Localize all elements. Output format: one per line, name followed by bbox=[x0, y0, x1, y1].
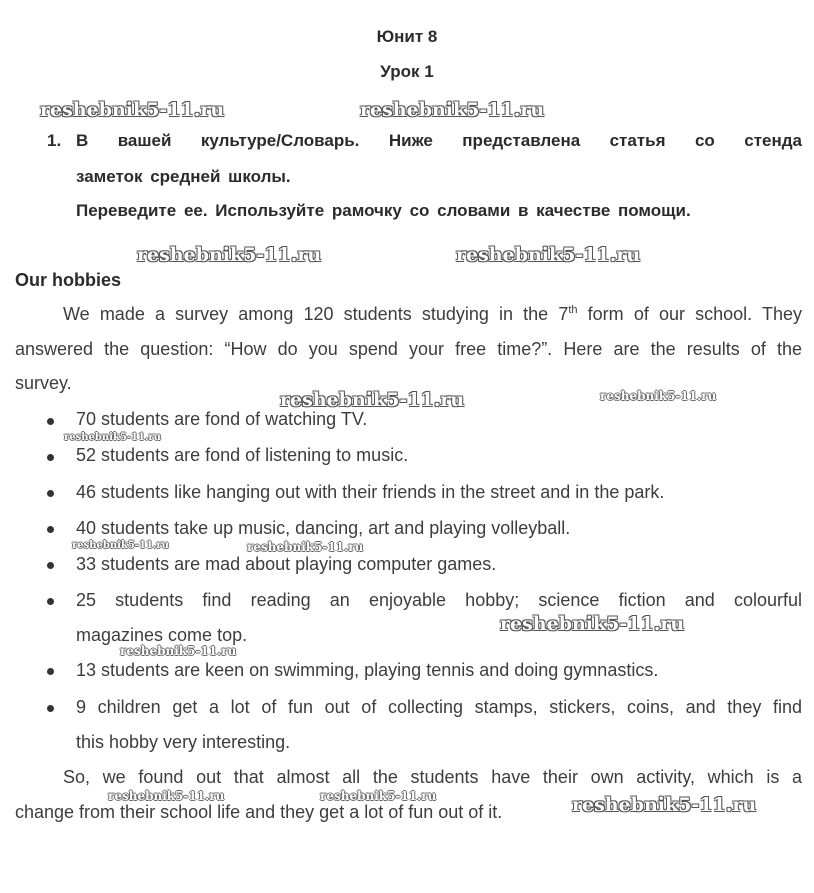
task-number: 1. bbox=[47, 131, 62, 150]
list-item: 25 students find reading an enjoyable hobby; science fiction and colourful bbox=[76, 590, 802, 610]
watermark: reshebnik5-11.ru bbox=[40, 99, 225, 121]
watermark: reshebnik5-11.ru bbox=[72, 540, 169, 551]
list-item: 40 students take up music, dancing, art and playing volleyball. bbox=[76, 518, 571, 538]
watermark: reshebnik5-11.ru bbox=[500, 613, 685, 635]
watermark: reshebnik5-11.ru bbox=[108, 789, 225, 803]
list-item: 52 students are fond of listening to music. bbox=[76, 445, 409, 465]
bullet-dot bbox=[47, 668, 54, 675]
unit-heading: Юнит 8 bbox=[376, 27, 438, 46]
task-line-3: Переведите ее. Используйте рамочку со словами в качестве помощи. bbox=[76, 201, 691, 220]
list-item-continuation: magazines come top. bbox=[76, 625, 248, 645]
intro-line-1: We made a survey among 120 students studying in the 7th form of our school. They bbox=[63, 304, 802, 324]
task-line-2: заметок средней школы. bbox=[76, 167, 291, 186]
bullet-dot bbox=[47, 598, 54, 605]
bullet-dot bbox=[47, 562, 54, 569]
bullet-dot bbox=[47, 526, 54, 533]
bullet-dot bbox=[47, 705, 54, 712]
conclusion-line-1: So, we found out that almost all the students have their own activity, which is a bbox=[63, 767, 802, 787]
watermark: reshebnik5-11.ru bbox=[280, 389, 465, 411]
conclusion-line-2: change from their school life and they get a lot of fun out of it. bbox=[15, 802, 503, 822]
bullet-dot bbox=[47, 490, 54, 497]
list-item: 70 students are fond of watching TV. bbox=[76, 409, 368, 429]
watermark: reshebnik5-11.ru bbox=[247, 540, 364, 554]
lesson-heading: Урок 1 bbox=[380, 62, 434, 81]
watermark: reshebnik5-11.ru bbox=[64, 432, 161, 443]
task-line-1: В вашей культуре/Словарь. Ниже представлена статья со стенда bbox=[76, 131, 802, 150]
watermark: reshebnik5-11.ru bbox=[360, 99, 545, 121]
article-title: Our hobbies bbox=[15, 270, 122, 290]
list-item: 33 students are mad about playing computer games. bbox=[76, 554, 497, 574]
list-item-continuation: this hobby very interesting. bbox=[76, 732, 291, 752]
watermark: reshebnik5-11.ru bbox=[137, 244, 322, 266]
bullet-dot bbox=[47, 418, 54, 425]
watermark: reshebnik5-11.ru bbox=[320, 789, 437, 803]
watermark: reshebnik5-11.ru bbox=[456, 244, 641, 266]
bullet-dot bbox=[47, 454, 54, 461]
list-item: 13 students are keen on swimming, playing tennis and doing gymnastics. bbox=[76, 660, 659, 680]
watermark: reshebnik5-11.ru bbox=[120, 644, 237, 658]
list-item: 9 children get a lot of fun out of collecting stamps, stickers, coins, and they find bbox=[76, 697, 802, 717]
intro-line-2: answered the question: “How do you spend your free time?”. Here are the results of the bbox=[15, 339, 802, 359]
watermark: reshebnik5-11.ru bbox=[572, 794, 757, 816]
intro-line-3: survey. bbox=[15, 373, 72, 393]
list-item: 46 students like hanging out with their friends in the street and in the park. bbox=[76, 482, 665, 502]
watermark: reshebnik5-11.ru bbox=[600, 389, 717, 403]
